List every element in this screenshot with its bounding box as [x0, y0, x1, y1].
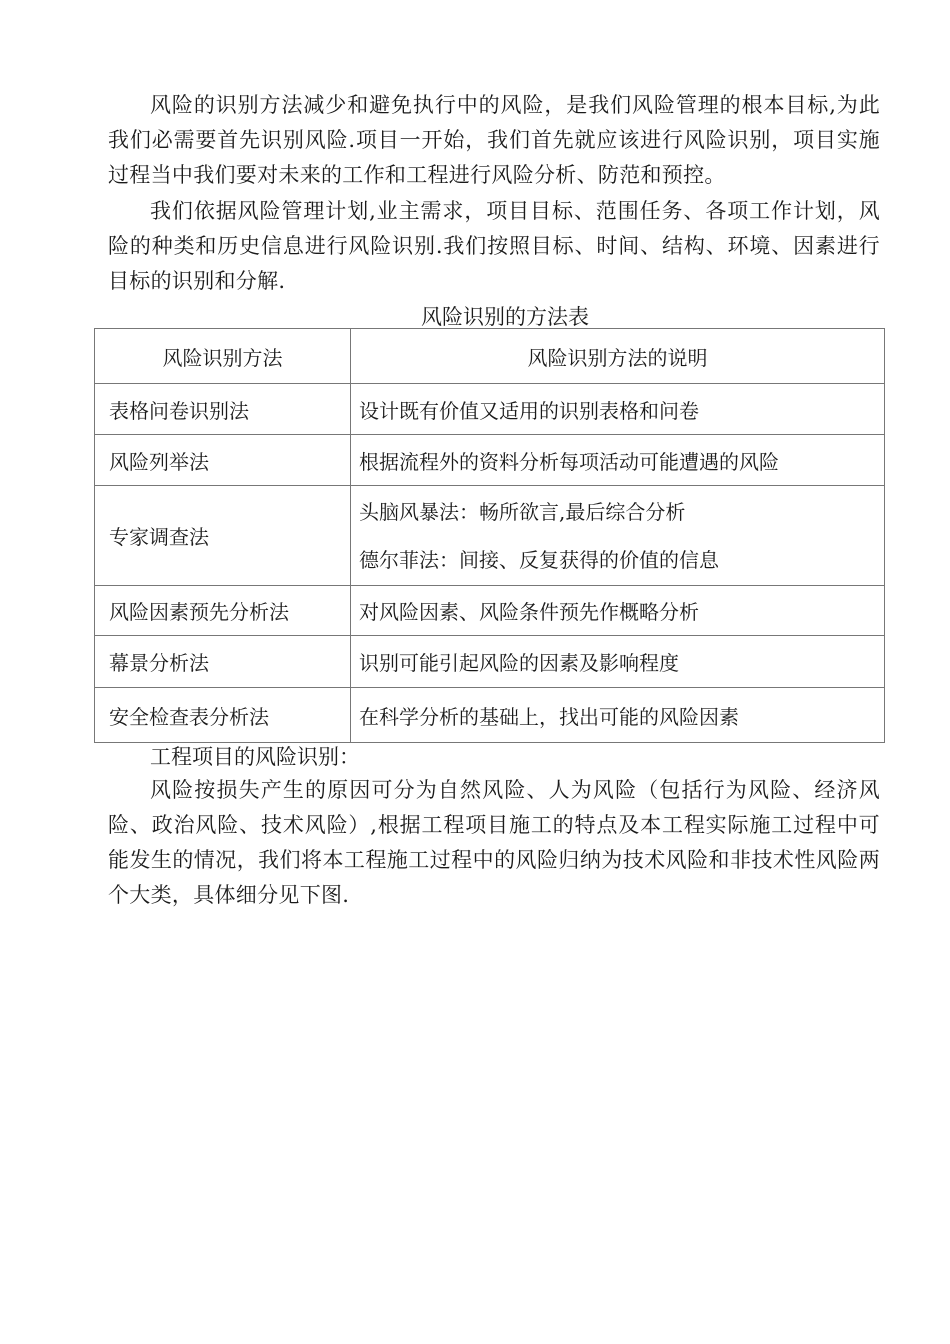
table-row: [95, 586, 885, 636]
description-cell: 对风险因素、风险条件预先作概略分析: [351, 586, 885, 636]
paragraph-classification: 风险按损失产生的原因可分为自然风险、人为风险（包括行为风险、经济风险、政治风险、技术风险）,根据工程项目施工的特点及本工程实际施工过程中可能发生的情况，我们将本工程施工过程中的风险归纳为技术风险和非技术性风险两个大类，具体细分见下图.: [108, 778, 880, 907]
table-row: [95, 384, 885, 435]
table-row: [95, 688, 885, 743]
description-cell: 在科学分析的基础上，找出可能的风险因素: [351, 688, 885, 743]
method-cell: 表格问卷识别法: [95, 384, 351, 435]
method-cell: 安全检查表分析法: [95, 688, 351, 743]
description-cell: 识别可能引起风险的因素及影响程度: [351, 636, 885, 688]
description-cell: 设计既有价值又适用的识别表格和问卷: [351, 384, 885, 435]
table-row: [95, 486, 885, 586]
method-cell: 风险因素预先分析法: [95, 586, 351, 636]
table-header-row: [95, 329, 885, 384]
paragraph-basis: 我们依据风险管理计划,业主需求，项目目标、范围任务、各项工作计划，风险的种类和历史信息进行风险识别.我们按照目标、时间、结构、环境、因素进行目标的识别和分解.: [108, 199, 880, 293]
table-row: [95, 435, 885, 486]
risk-methods-table: [94, 328, 885, 743]
header-method: 风险识别方法: [95, 329, 351, 384]
description-cell: [351, 486, 885, 586]
description-line: 德尔菲法：间接、反复获得的价值的信息: [359, 547, 719, 572]
header-description: 风险识别方法的说明: [351, 329, 885, 384]
section-heading: 工程项目的风险识别：: [150, 745, 360, 769]
table-caption: 风险识别的方法表: [421, 305, 589, 329]
method-cell: 幕景分析法: [95, 636, 351, 688]
table-row: [95, 636, 885, 688]
description-cell: 根据流程外的资料分析每项活动可能遭遇的风险: [351, 435, 885, 486]
method-cell: 专家调查法: [95, 486, 351, 586]
paragraph-intro: 风险的识别方法减少和避免执行中的风险，是我们风险管理的根本目标,为此我们必需要首先识别风险.项目一开始，我们首先就应该进行风险识别，项目实施过程当中我们要对未来的工作和工程进行风险分析、防范和预控。: [108, 93, 880, 187]
description-line: 头脑风暴法：畅所欲言,最后综合分析: [359, 499, 686, 524]
method-cell: 风险列举法: [95, 435, 351, 486]
